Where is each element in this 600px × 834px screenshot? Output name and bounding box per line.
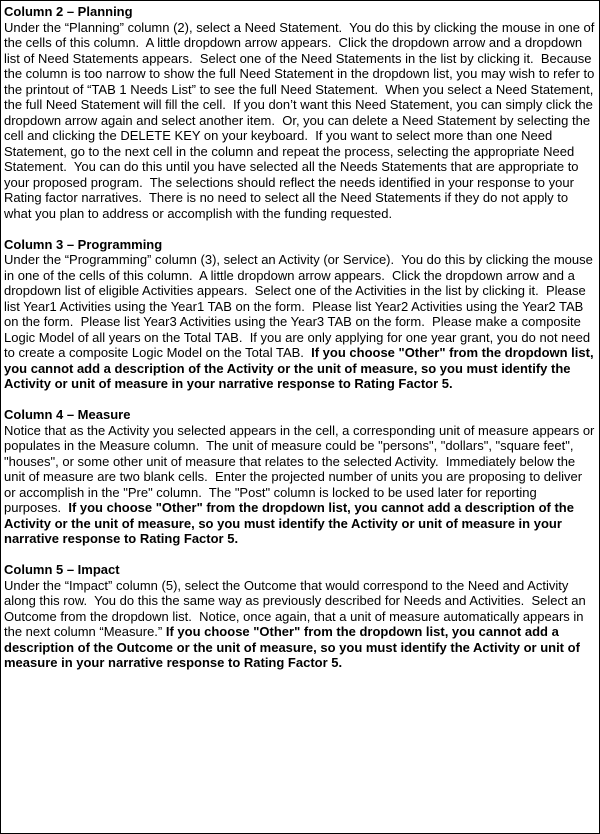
body-text: Under the “Impact” column (5), select the Outcome that would correspond to the Need and Activity along this row. You do this the same way as previously described for Needs and Activities. Select an Outcome from the dropdown list. Notice, once again, that a unit of measure automatically appears in the next column “Measure.” [4, 577, 590, 639]
body-bold-note: If you choose "Other" from the dropdown list, you cannot add a description of the Activity or the unit of measure, so you must identify the Activity or unit of measure in your narrative response to Rating Factor 5. [4, 500, 578, 546]
section-body [4, 578, 595, 671]
section-body [4, 252, 598, 392]
section-heading: Column 3 – Programming [4, 236, 163, 252]
section-heading: Column 2 – Planning [4, 4, 133, 19]
section-column-5-impact [4, 562, 595, 671]
section-column-4-measure [4, 407, 599, 547]
body-text: Notice that as the Activity you selected appears in the cell, a corresponding unit of measure appears or populates in the Measure column. The unit of measure could be "persons", "dollars", "square feet", "houses", or some other unit of measure that relates to the selected Activity. Immediately below the unit of measure are two blank cells. Enter the projected number of units you are proposing to deliver or accomplish in the "Pre" column. The "Post" column is locked to be used later for reporting purposes. [4, 422, 599, 515]
body-text: Under the “Planning” column (2), select a Need Statement. You do this by clicking the mouse in one of the cells of this column. A little dropdown arrow appears. Click the dropdown arrow and a dropdown list of Need Statements appears. Select one of the Need Statements in the list by clicking it. Because the column is too narrow to show the full Need Statement in the dropdown list, you may wish to refer to the printout of “TAB 1 Needs List” to see the full Need Statement. When you select a Need Statement, the full Need Statement will fill the cell. If you don’t want this Need Statement, you can simply click the dropdown arrow again and select another item. Or, you can delete a Need Statement by selecting the cell and clicking the DELETE KEY on your keyboard. If you want to select more than one Need Statement, go to the next cell in the column and repeat the process, selecting the appropriate Need Statement. You can do this until you have selected all the Needs Statements that are appropriate to your proposed program. The selections should reflect the needs identified in your response to your Rating factor narratives. There is no need to select all the Need Statements if they do not apply to what you plan to address or accomplish with the funding requested. [4, 19, 599, 221]
section-body [4, 422, 599, 547]
section-heading: Column 4 – Measure [4, 407, 131, 422]
body-bold-note: If you choose "Other" from the dropdown list, you cannot add a description of the Outcome or the unit of measure, so you must identify the Activity or unit of measure in your narrative response to Rating Factor 5. [4, 624, 584, 670]
section-column-3-programming [4, 236, 598, 392]
section-body [4, 19, 599, 222]
section-heading: Column 5 – Impact [4, 562, 120, 577]
body-bold-note: If you choose "Other" from the dropdown list, you cannot add a description of the Activity or the unit of measure, so you must identify the Activity or unit of measure in your narrative response to Rating Factor 5. [4, 345, 598, 391]
body-text: Under the “Programming” column (3), select an Activity (or Service). You do this by clicking the mouse in one of the cells of this column. A little dropdown arrow appears. Click the dropdown arrow and a dropdown list of eligible Activities appears. Select one of the Activities in the list by clicking it. Please list Year1 Activities using the Year1 TAB on the form. Please list Year2 Activities using the Year2 TAB on the form. Please list Year3 Activities using the Year3 TAB on the form. Please make a composite Logic Model of all years on the Total TAB. If you are only applying for one year grant, you do not need to create a composite Logic Model on the Total TAB. [4, 252, 597, 360]
section-column-2-planning [4, 4, 599, 221]
